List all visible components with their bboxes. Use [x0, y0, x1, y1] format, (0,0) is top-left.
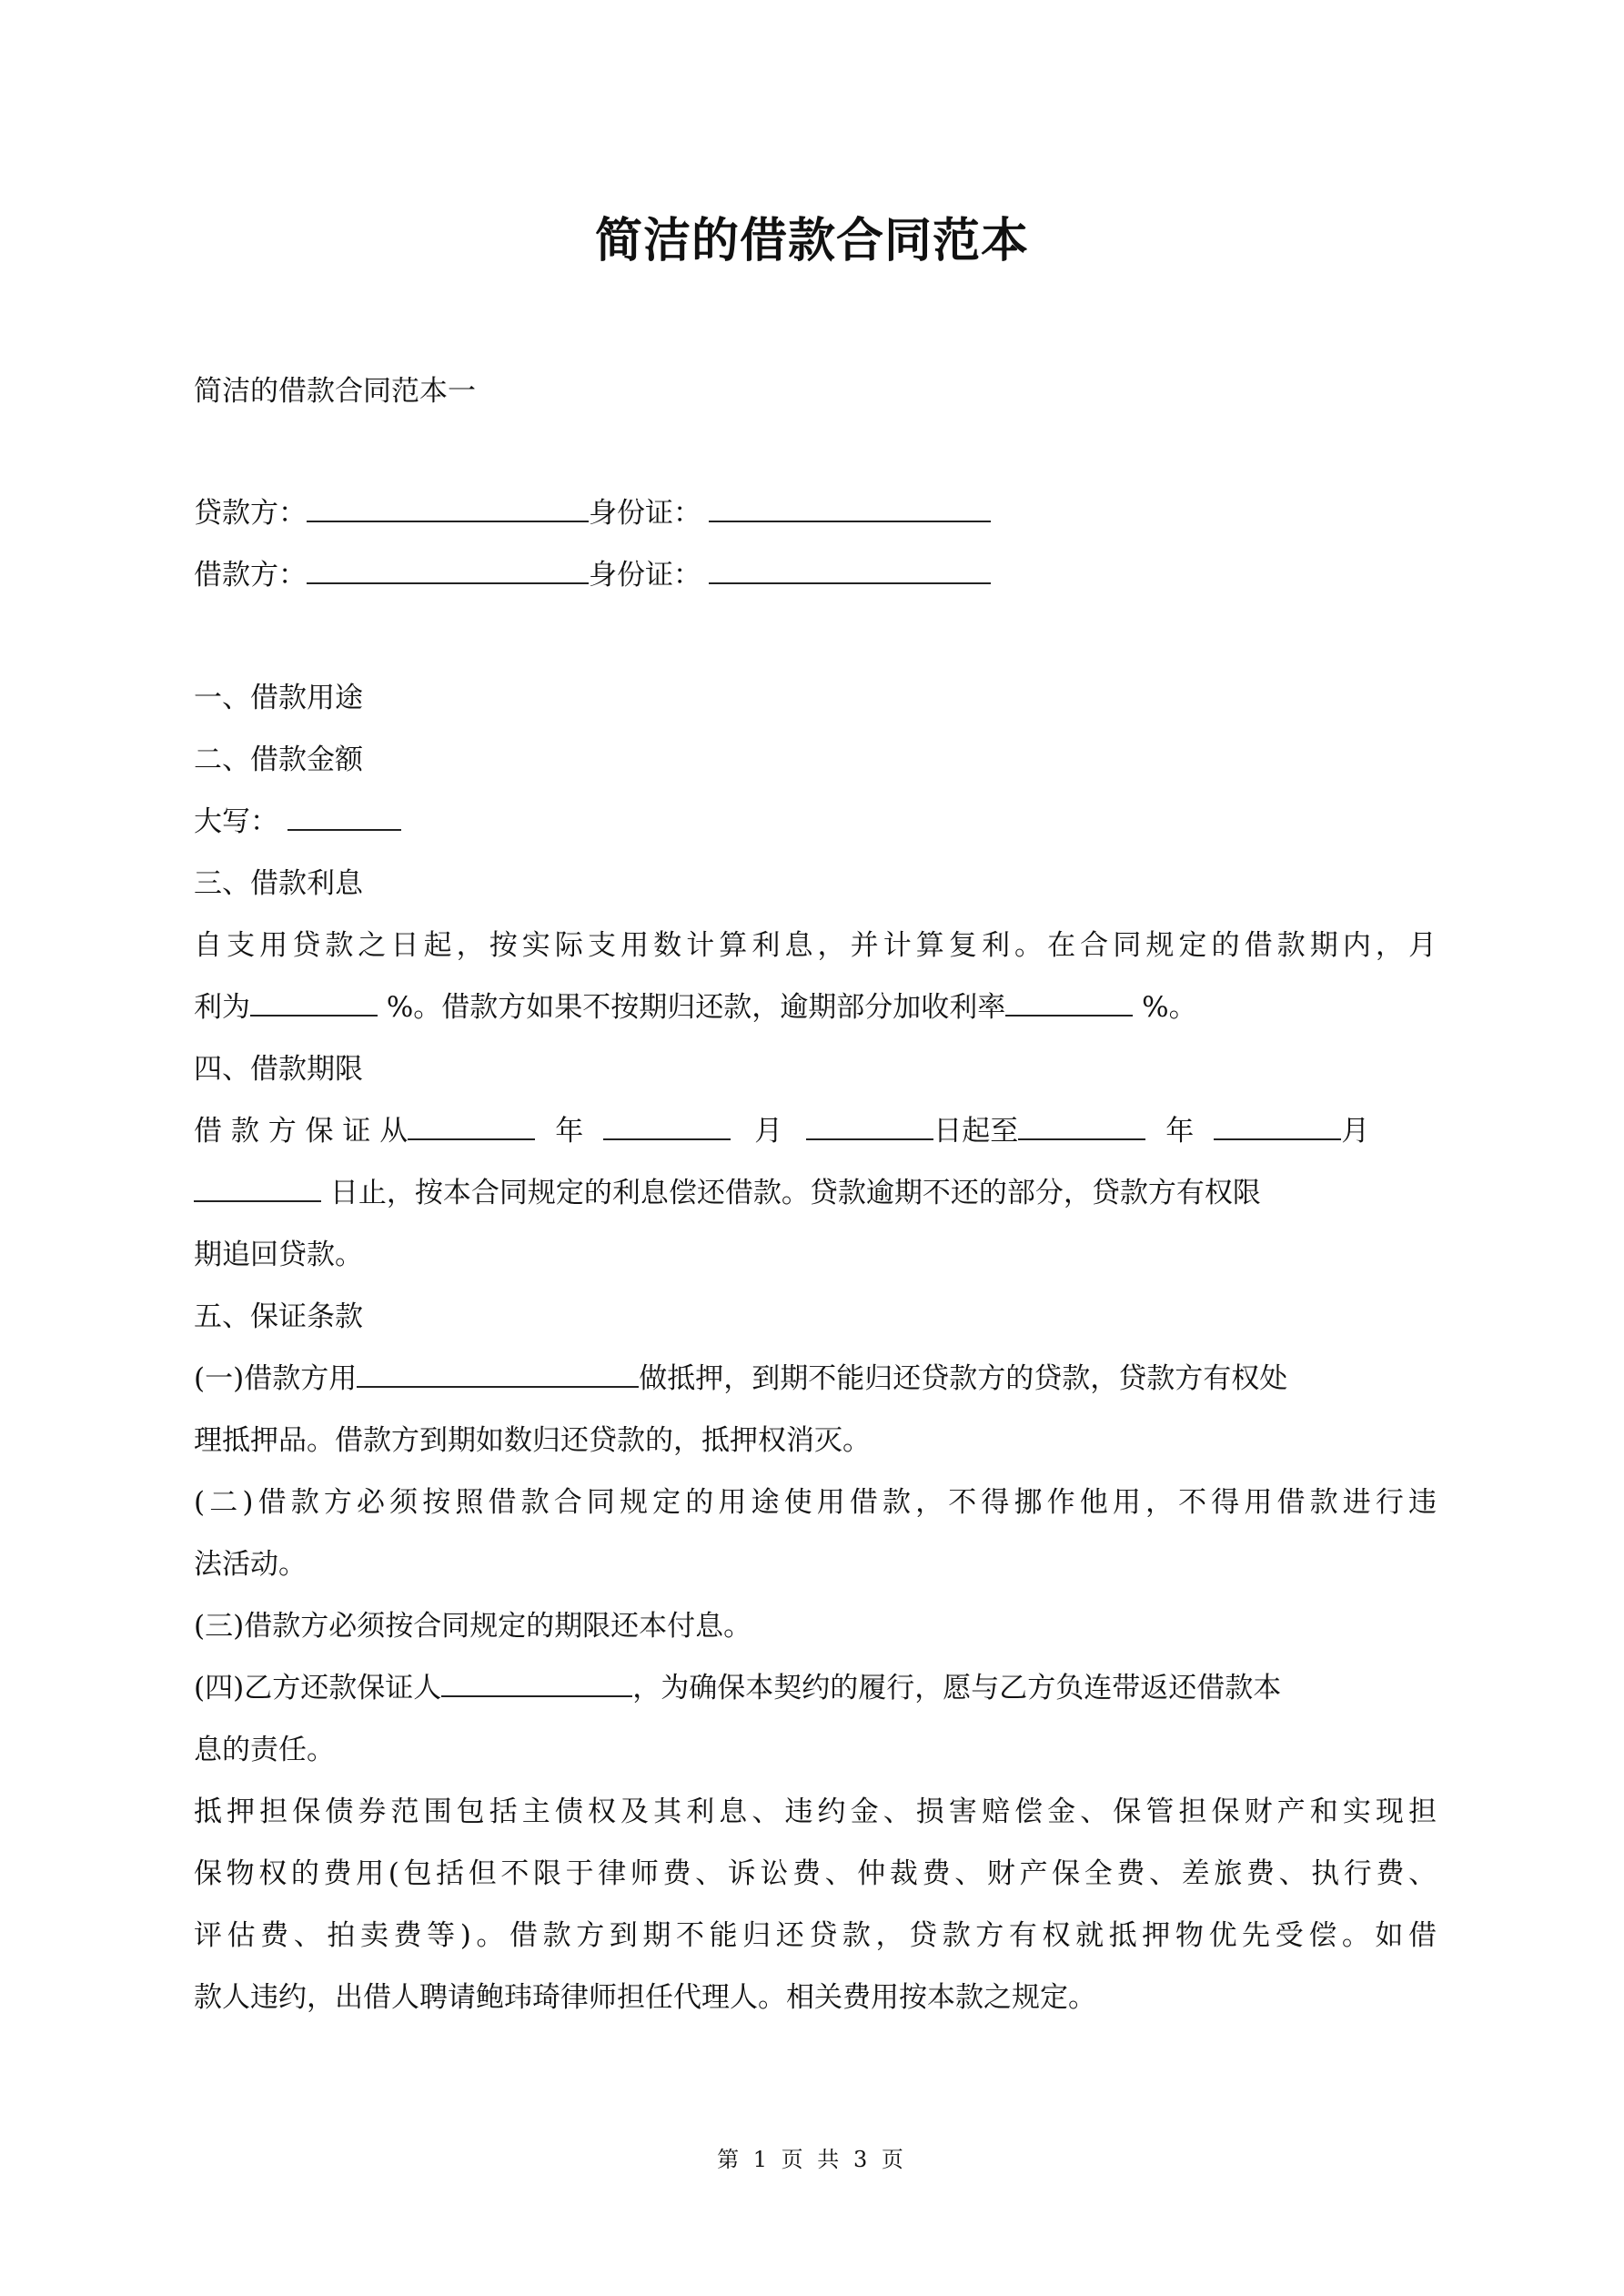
- year-label: 年: [555, 1115, 584, 1148]
- term-text-2: 日止，按本合同规定的利息偿还借款。贷款逾期不还的部分，贷款方有权限: [321, 1177, 1261, 1209]
- start-year-blank[interactable]: [408, 1113, 535, 1140]
- scope-line-1: 抵押担保债券范围包括主债权及其利息、违约金、损害赔偿金、保管担保财产和实现担: [194, 1795, 1437, 1828]
- guarantee-4-line-2: 息的责任。: [194, 1734, 335, 1766]
- guarantee-4-text-b: ，为确保本契约的履行，愿与乙方负连带返还借款本: [632, 1672, 1282, 1704]
- scope-line-2: 保物权的费用(包括但不限于律师费、诉讼费、仲裁费、财产保全费、差旅费、执行费、: [194, 1857, 1437, 1890]
- guarantee-2-line-1: (二)借款方必须按照借款合同规定的用途使用借款，不得挪作他用，不得用借款进行违: [194, 1486, 1437, 1519]
- start-month-blank[interactable]: [603, 1113, 731, 1140]
- lender-id-label: 身份证：: [589, 497, 701, 530]
- guarantee-1-text-b: 做抵押，到期不能归还贷款方的贷款，贷款方有权处: [639, 1362, 1288, 1395]
- term-line-3: 期追回贷款。: [194, 1239, 363, 1271]
- end-year-blank[interactable]: [1018, 1113, 1145, 1140]
- interest-text-c: %。: [1133, 991, 1197, 1024]
- page-number-footer: 第 1 页 共 3 页: [717, 2147, 907, 2172]
- guarantee-1-line-1: [194, 1360, 1287, 1397]
- guarantee-1-line-2: 理抵押品。借款方到期如数归还贷款的，抵押权消灭。: [194, 1424, 871, 1457]
- year-label: 年: [1165, 1115, 1195, 1148]
- end-day-blank[interactable]: [194, 1175, 321, 1202]
- section-3-heading: 三、借款利息: [194, 867, 363, 900]
- borrower-row: [194, 557, 991, 593]
- overdue-rate-blank[interactable]: [1005, 989, 1133, 1017]
- lender-id-blank[interactable]: [709, 495, 991, 522]
- term-text: 借 款 方 保 证 从: [194, 1115, 409, 1148]
- borrower-label: 借款方：: [194, 559, 307, 592]
- monthly-rate-blank[interactable]: [250, 989, 378, 1017]
- scope-line-3: 评估费、拍卖费等)。借款方到期不能归还贷款，贷款方有权就抵押物优先受偿。如借: [194, 1919, 1437, 1952]
- section-2-heading: 二、借款金额: [194, 743, 363, 776]
- amount-label: 大写：: [194, 805, 278, 838]
- section-1-heading: 一、借款用途: [194, 682, 363, 714]
- amount-blank[interactable]: [287, 804, 401, 831]
- start-day-blank[interactable]: [806, 1113, 933, 1140]
- scope-line-4: 款人违约，出借人聘请鲍玮琦律师担任代理人。相关费用按本款之规定。: [194, 1981, 1096, 2014]
- month-label: 月: [754, 1115, 783, 1148]
- day-from-label: 日起至: [933, 1115, 1019, 1148]
- guarantee-4-line-1: [194, 1670, 1281, 1706]
- subtitle: 简洁的借款合同范本一: [194, 375, 476, 408]
- term-line-1: [194, 1113, 1369, 1149]
- section-4-heading: 四、借款期限: [194, 1053, 363, 1086]
- month-label: 月: [1341, 1115, 1370, 1148]
- interest-text-b: %。借款方如果不按期归还款，逾期部分加收利率: [378, 991, 1006, 1024]
- interest-text-a: 利为: [194, 991, 250, 1024]
- term-line-2: [194, 1175, 1261, 1211]
- interest-line-2: [194, 989, 1197, 1026]
- collateral-blank[interactable]: [357, 1360, 639, 1388]
- borrower-id-blank[interactable]: [709, 557, 991, 584]
- guarantee-2-line-2: 法活动。: [194, 1548, 307, 1581]
- borrower-name-blank[interactable]: [307, 557, 589, 584]
- end-month-blank[interactable]: [1214, 1113, 1341, 1140]
- lender-name-blank[interactable]: [307, 495, 589, 522]
- lender-row: [194, 495, 991, 531]
- section-5-heading: 五、保证条款: [194, 1300, 363, 1333]
- guarantor-blank[interactable]: [441, 1670, 632, 1697]
- lender-label: 贷款方：: [194, 497, 307, 530]
- guarantee-4-text-a: (四)乙方还款保证人: [194, 1672, 442, 1704]
- amount-row: [194, 804, 401, 840]
- guarantee-1-text-a: (一)借款方用: [194, 1362, 358, 1395]
- borrower-id-label: 身份证：: [589, 559, 701, 592]
- interest-line-1: 自支用贷款之日起，按实际支用数计算利息，并计算复利。在合同规定的借款期内，月: [194, 929, 1437, 962]
- document-title: 简洁的借款合同范本: [594, 213, 1029, 268]
- guarantee-3: (三)借款方必须按合同规定的期限还本付息。: [194, 1610, 752, 1643]
